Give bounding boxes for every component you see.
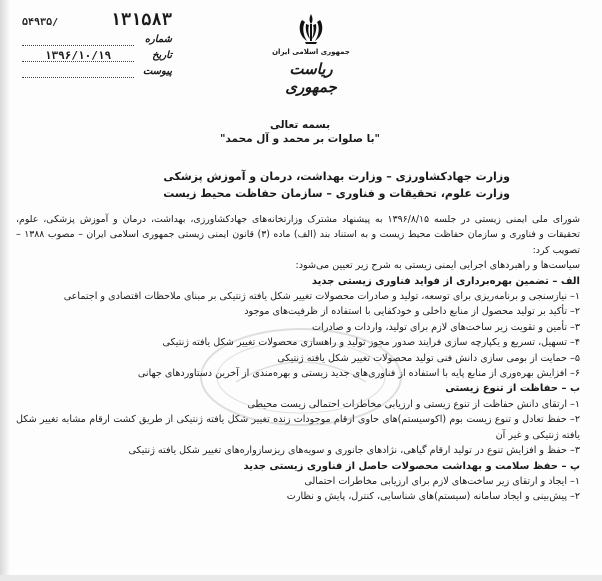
- intro-paragraph: شورای ملی ایمنی زیستی در جلسه ۱۳۹۶/۸/۱۵ به پیشنهاد مشترک وزارتخانه‌های جهادکشاورزی، بهداشت، درمان و آموزش پزشکی، علوم، تحقیقات و فناوری و سازمان حفاظت محیط زیست و به استناد بند (الف) ماده (۳) قانون ایمنی زیستی جمهوری اسلامی ایران – مصوب ۱۳۸۸ – تصویب کرد:: [16, 214, 581, 256]
- letterhead: [266, 12, 356, 96]
- list-item: ۲– پیش‌بینی و ایجاد سامانه (سیستم)های شناسایی، کنترل، پایش و نظارت: [286, 491, 580, 503]
- section-c-title: پ – حفظ سلامت و بهداشت محصولات حاصل از فناوری زیستی جدید: [243, 460, 580, 472]
- list-item: ۳– حفظ و افزایش تنوع در تولید ارقام گیاهی، نژادهای جانوری و سویه‌های ریزسازواره‌های تغییر شکل یافته ژنتیکی: [128, 445, 580, 457]
- list-item: ۵– حمایت از بومی سازی دانش فنی تولید محصولات تغییر شکل یافته ژنتیکی: [277, 352, 580, 364]
- list-item: ۱– نیازسنجی و برنامه‌ریزی برای توسعه، تولید و صادرات محصولات تغییر شکل یافته ژنتیکی بر مبنای ملاحظات اقتصادی و اجتماعی: [63, 291, 580, 303]
- date-row: [22, 49, 172, 62]
- emblem-caption: جمهوری اسلامی ایران: [272, 48, 350, 56]
- basmala: بسمه تعالی: [269, 119, 331, 131]
- list-item: ۱– ایجاد و ارتقای زیر ساخت‌های لازم برای ارزیابی مخاطرات احتمالی: [304, 475, 580, 487]
- iran-emblem-icon: [296, 12, 326, 46]
- letter-body: [16, 212, 580, 505]
- ref-number: ۵۴۹۳۵/: [22, 17, 59, 28]
- page-bottom-edge: [0, 575, 602, 581]
- number-label: شماره: [144, 34, 172, 45]
- date-label: تاریخ: [152, 50, 172, 61]
- list-item: ۲– تأکید بر تولید محصول از منابع داخلی و خودکفایی با استفاده از ظرفیت‌های موجود: [244, 306, 580, 318]
- recipient-line: وزارت جهادکشاورزی – وزارت بهداشت، درمان و آموزش پزشکی: [163, 170, 510, 183]
- letter-meta: [22, 10, 172, 78]
- attachment-value: [22, 65, 134, 78]
- list-item: ۳– تأمین و تقویت زیر ساخت‌های لازم برای تولید، واردات و صادرات: [312, 321, 580, 333]
- salavat: "با صلوات بر محمد و آل محمد": [220, 133, 380, 145]
- office-title: ریاست جمهوری: [285, 60, 337, 96]
- list-item: ۶– افزایش بهره‌وری از منابع پایه با استفاده از فناوری‌های جدید زیستی و بهره‌مندی از آخرین دستاوردهای جهانی: [137, 368, 580, 380]
- section-b-title: ب – حفاظت از تنوع زیستی: [445, 383, 580, 395]
- attachment-label: پیوست: [142, 66, 172, 77]
- attachment-row: [22, 65, 172, 78]
- section-a-title: الف – تضمین بهره‌برداری از فواید فناوری زیستی جدید: [311, 275, 580, 287]
- number-row: [22, 33, 172, 46]
- policy-line: سیاست‌ها و راهبردهای اجرایی ایمنی زیستی به شرح زیر تعیین می‌شود:: [295, 260, 580, 272]
- recipients: [120, 168, 510, 202]
- letter-number: ۱۳۱۵۸۳: [110, 10, 172, 30]
- date-value: ۱۳۹۶/۱۰/۱۹: [22, 49, 134, 62]
- letter-numbers: [22, 10, 172, 30]
- letter-header: [20, 118, 580, 146]
- list-item: ۱– ارتقای دانش حفاظت از تنوع زیستی و ارزیابی مخاطرات احتمالی زیست محیطی: [247, 398, 580, 410]
- list-item: ۴– تسهیل، تسریع و یکپارچه سازی فرایند صدور مجوز تولید و راهسازی محصولات تغییر شکل یافته ژنتیکی: [162, 337, 580, 349]
- recipient-line: وزارت علوم، تحقیقات و فناوری – سازمان حفاظت محیط زیست: [163, 187, 510, 200]
- number-value: [22, 33, 134, 46]
- list-item: ۲– حفظ تعادل و تنوع زیست بوم (اکوسیستم)های حاوی ارقام موجودات زنده تغییر شکل یافته ژنتیکی از طریق کشت ارقام مشابه تغییر شکل یافته ژنتیکی و غیر آن: [16, 414, 580, 441]
